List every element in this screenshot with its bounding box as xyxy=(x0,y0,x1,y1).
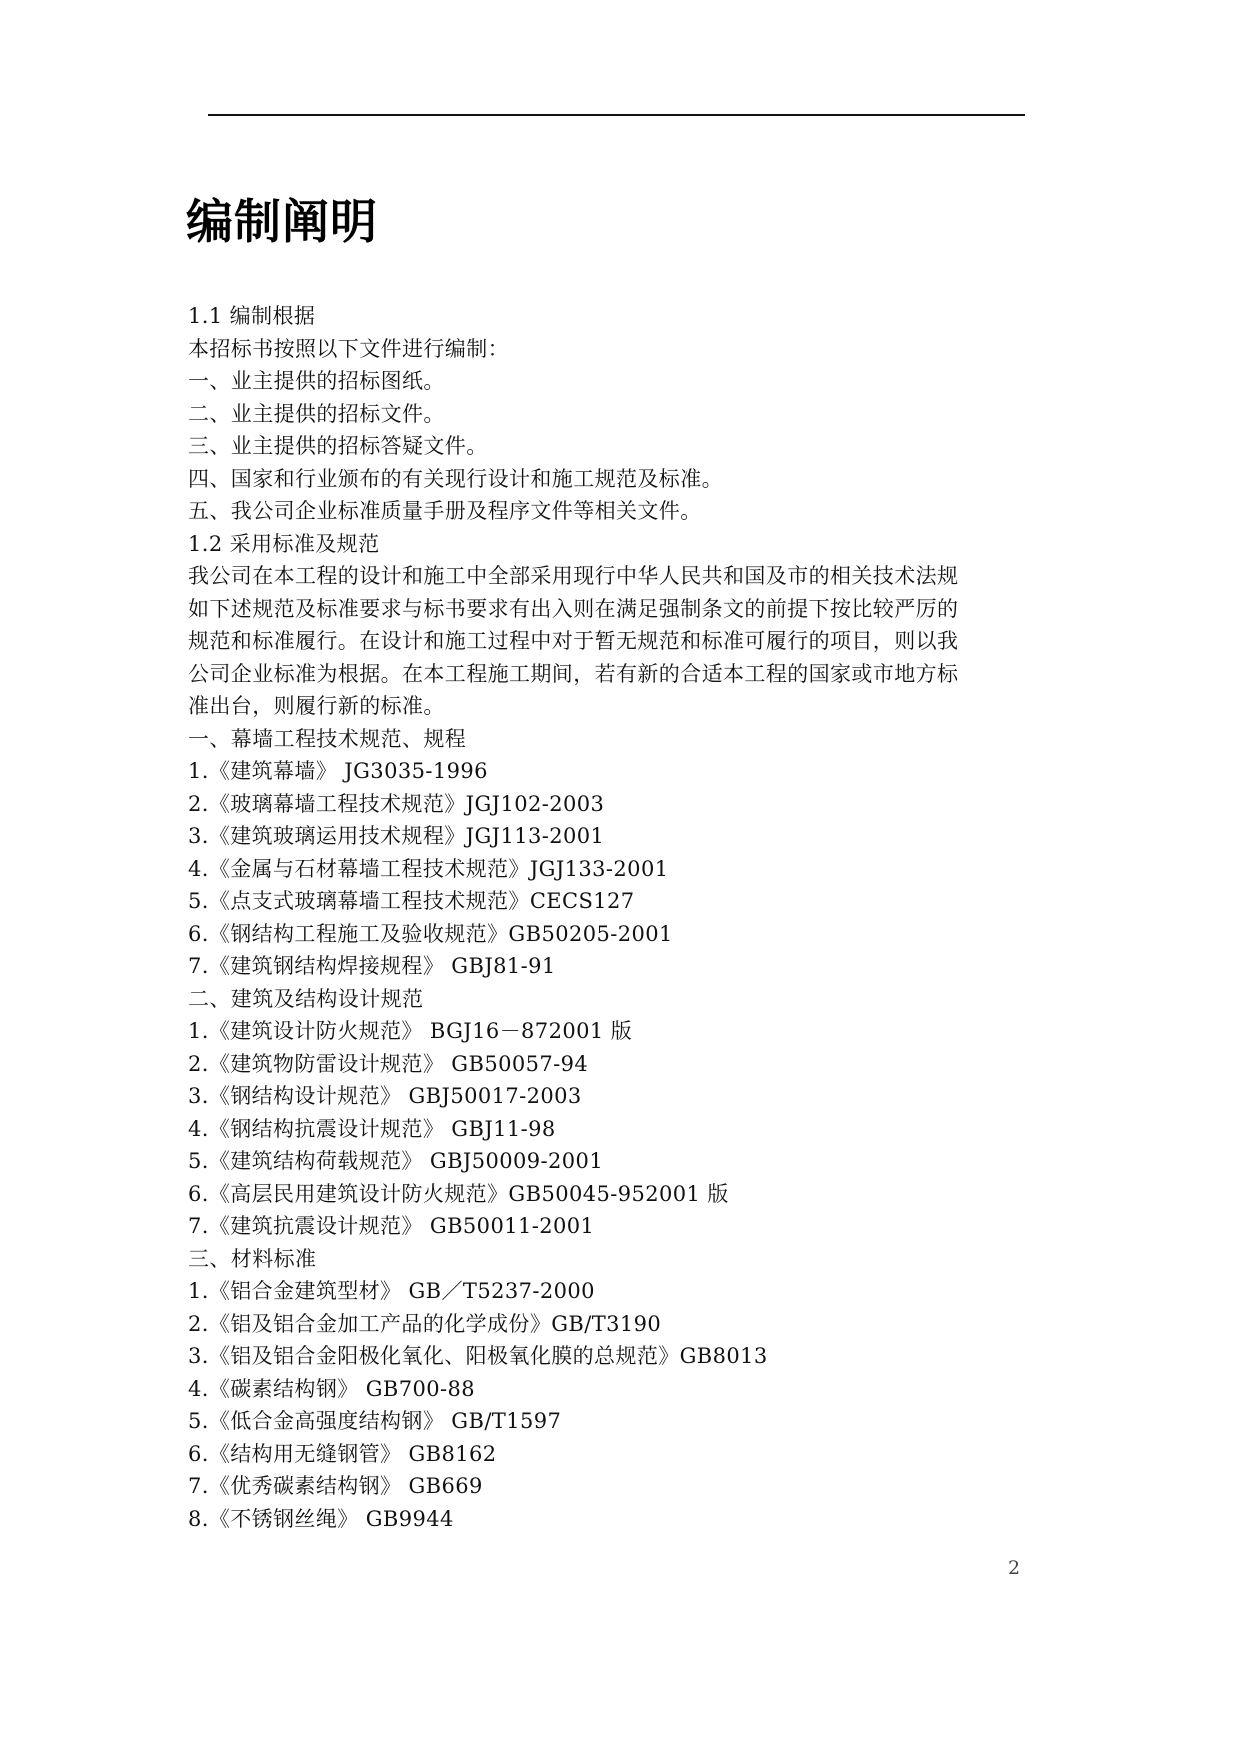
text-line: 7.《优秀碳素结构钢》 GB669 xyxy=(188,1474,483,1498)
text-line: 1.1 编制根据 xyxy=(188,304,316,328)
text-line: 1.《建筑幕墙》 JG3035-1996 xyxy=(188,759,488,783)
text-line: 四、国家和行业颁布的有关现行设计和施工规范及标准。 xyxy=(188,466,723,491)
text-line: 一、业主提供的招标图纸。 xyxy=(188,369,445,393)
text-line: 准出台，则履行新的标准。 xyxy=(188,694,445,718)
text-line: 二、建筑及结构设计规范 xyxy=(188,986,424,1011)
text-line: 2.《玻璃幕墙工程技术规范》JGJ102-2003 xyxy=(188,791,605,816)
text-line: 6.《高层民用建筑设计防火规范》GB50045-952001 版 xyxy=(188,1181,729,1206)
text-line: 三、业主提供的招标答疑文件。 xyxy=(188,434,488,458)
text-line: 4.《钢结构抗震设计规范》 GBJ11-98 xyxy=(188,1116,556,1141)
text-line: 本招标书按照以下文件进行编制： xyxy=(188,336,509,361)
text-line: 3.《铝及铝合金阳极化氧化、阳极氧化膜的总规范》GB8013 xyxy=(188,1344,768,1368)
text-line: 1.2 采用标准及规范 xyxy=(188,531,380,556)
document-body xyxy=(188,300,1088,1535)
text-line: 二、业主提供的招标文件。 xyxy=(188,401,445,426)
text-line: 7.《建筑钢结构焊接规程》 GBJ81-91 xyxy=(188,954,556,978)
text-line: 5.《低合金高强度结构钢》 GB/T1597 xyxy=(188,1409,562,1433)
text-line: 5.《点支式玻璃幕墙工程技术规范》CECS127 xyxy=(188,889,635,913)
text-line: 3.《建筑玻璃运用技术规程》JGJ113-2001 xyxy=(188,824,605,848)
document-title: 编制阐明 xyxy=(186,195,378,250)
text-line: 五、我公司企业标准质量手册及程序文件等相关文件。 xyxy=(188,499,702,523)
text-line: 2.《建筑物防雷设计规范》 GB50057-94 xyxy=(188,1051,589,1076)
text-line: 公司企业标准为根据。在本工程施工期间，若有新的合适本工程的国家或市地方标 xyxy=(188,661,959,686)
text-line: 2.《铝及铝合金加工产品的化学成份》GB/T3190 xyxy=(188,1311,662,1336)
text-line: 4.《碳素结构钢》 GB700-88 xyxy=(188,1376,476,1401)
text-line: 1.《建筑设计防火规范》 BGJ16－872001 版 xyxy=(188,1019,633,1043)
text-line: 三、材料标准 xyxy=(188,1246,317,1271)
text-line: 规范和标准履行。在设计和施工过程中对于暂无规范和标准可履行的项目，则以我 xyxy=(188,629,959,653)
text-line: 1.《铝合金建筑型材》 GB／T5237-2000 xyxy=(188,1279,595,1303)
text-line: 6.《结构用无缝钢管》 GB8162 xyxy=(188,1441,497,1466)
text-line: 8.《不锈钢丝绳》 GB9944 xyxy=(188,1506,454,1531)
text-line: 一、幕墙工程技术规范、规程 xyxy=(188,726,467,751)
text-line: 5.《建筑结构荷载规范》 GBJ50009-2001 xyxy=(188,1149,604,1173)
text-line: 4.《金属与石材幕墙工程技术规范》JGJ133-2001 xyxy=(188,856,669,881)
text-line: 如下述规范及标准要求与标书要求有出入则在满足强制条文的前提下按比较严厉的 xyxy=(188,596,959,621)
page-number: 2 xyxy=(1008,1557,1021,1579)
text-line: 6.《钢结构工程施工及验收规范》GB50205-2001 xyxy=(188,921,673,946)
text-line: 我公司在本工程的设计和施工中全部采用现行中华人民共和国及市的相关技术法规 xyxy=(188,564,959,588)
text-line: 7.《建筑抗震设计规范》 GB50011-2001 xyxy=(188,1214,595,1238)
header-rule xyxy=(208,114,1025,116)
text-line: 3.《钢结构设计规范》 GBJ50017-2003 xyxy=(188,1084,582,1108)
